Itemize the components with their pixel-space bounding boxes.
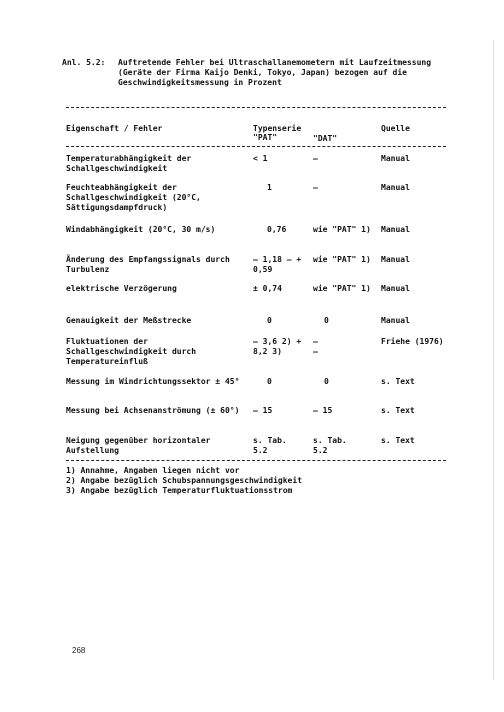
row-source: Manual — [381, 284, 410, 293]
row-dat: – – — [313, 337, 318, 356]
row-source: s. Text — [381, 377, 415, 386]
row-property: Messung im Windrichtungssektor ± 45° — [66, 377, 240, 386]
row-property: Änderung des Empfangssignals durch Turbulenz — [66, 255, 230, 274]
header-property: Eigenschaft / Fehler — [66, 124, 163, 133]
row-source: Manual — [381, 316, 410, 325]
row-property: Feuchteabhängigkeit der Schallgeschwindigkeit (20°C, Sättigungsdampfdruck) — [66, 183, 201, 212]
footnote-1: 1) Annahme, Angaben liegen nicht vor — [66, 466, 240, 475]
rule-bottom — [66, 460, 446, 461]
rule-top — [66, 107, 446, 108]
row-dat: – — [313, 183, 318, 192]
row-source: Manual — [381, 183, 410, 192]
row-source: Manual — [381, 225, 410, 234]
row-property: Messung bei Achsenanströmung (± 60°) — [66, 406, 240, 415]
row-source: Friehe (1976) — [381, 337, 444, 346]
row-dat: wie "PAT" 1) — [313, 284, 371, 293]
row-dat: 0 — [324, 377, 329, 386]
row-source: Manual — [381, 154, 410, 163]
header-pat: "PAT" — [253, 133, 278, 142]
row-dat: 0 — [324, 316, 329, 325]
row-pat: 0 — [267, 316, 272, 325]
row-property: Neigung gegenüber horizontaler Aufstellung — [66, 436, 211, 455]
table-caption — [62, 58, 462, 98]
row-pat: s. Tab. 5.2 — [253, 436, 287, 455]
row-property: Genauigkeit der Meßstrecke — [66, 316, 192, 325]
row-pat: < 1 — [253, 154, 268, 163]
row-pat: 0,76 — [267, 225, 287, 234]
row-pat: – 1,18 – + 0,59 — [253, 255, 302, 274]
footnote-3: 3) Angabe bezüglich Temperaturfluktuationsstrom — [66, 486, 293, 495]
row-dat: s. Tab. 5.2 — [313, 436, 347, 455]
header-dat: "DAT" — [313, 134, 338, 143]
row-property: Fluktuationen der Schallgeschwindigkeit durch Temperatureinfluß — [66, 337, 197, 366]
footnote-2: 2) Angabe bezüglich Schubspannungsgeschwindigkeit — [66, 476, 303, 485]
row-source: s. Text — [381, 406, 415, 415]
row-pat: 0 — [267, 377, 272, 386]
row-property: Temperaturabhängigkeit der Schallgeschwindigkeit — [66, 154, 192, 173]
row-dat: wie "PAT" 1) — [313, 255, 371, 264]
header-typenserie: Typenserie — [253, 124, 302, 133]
row-pat: ± 0,74 — [253, 284, 282, 293]
caption-text: Auftretende Fehler bei Ultraschallanemometern mit Laufzeitmessung (Geräte der Firma Kaijo Denki, Tokyo, Japan) bezogen auf die Geschwindigkeitsmessung in Prozent — [118, 58, 432, 87]
row-dat: wie "PAT" 1) — [313, 225, 371, 234]
row-source: s. Text — [381, 436, 415, 445]
row-property: Windabhängigkeit (20°C, 30 m/s) — [66, 225, 216, 234]
rule-header — [66, 146, 446, 147]
page-number: 268 — [72, 646, 86, 655]
caption-number: Anl. 5.2: — [62, 58, 106, 67]
row-property: elektrische Verzögerung — [66, 284, 177, 293]
row-dat: – 15 — [313, 406, 333, 415]
row-source: Manual — [381, 255, 410, 264]
row-dat: – — [313, 154, 318, 163]
row-pat: – 15 — [253, 406, 273, 415]
row-pat: – 3,6 2) + 8,2 3) — [253, 337, 302, 356]
header-source: Quelle — [381, 124, 410, 133]
row-pat: 1 — [267, 183, 272, 192]
scan-edge-line — [493, 40, 494, 680]
